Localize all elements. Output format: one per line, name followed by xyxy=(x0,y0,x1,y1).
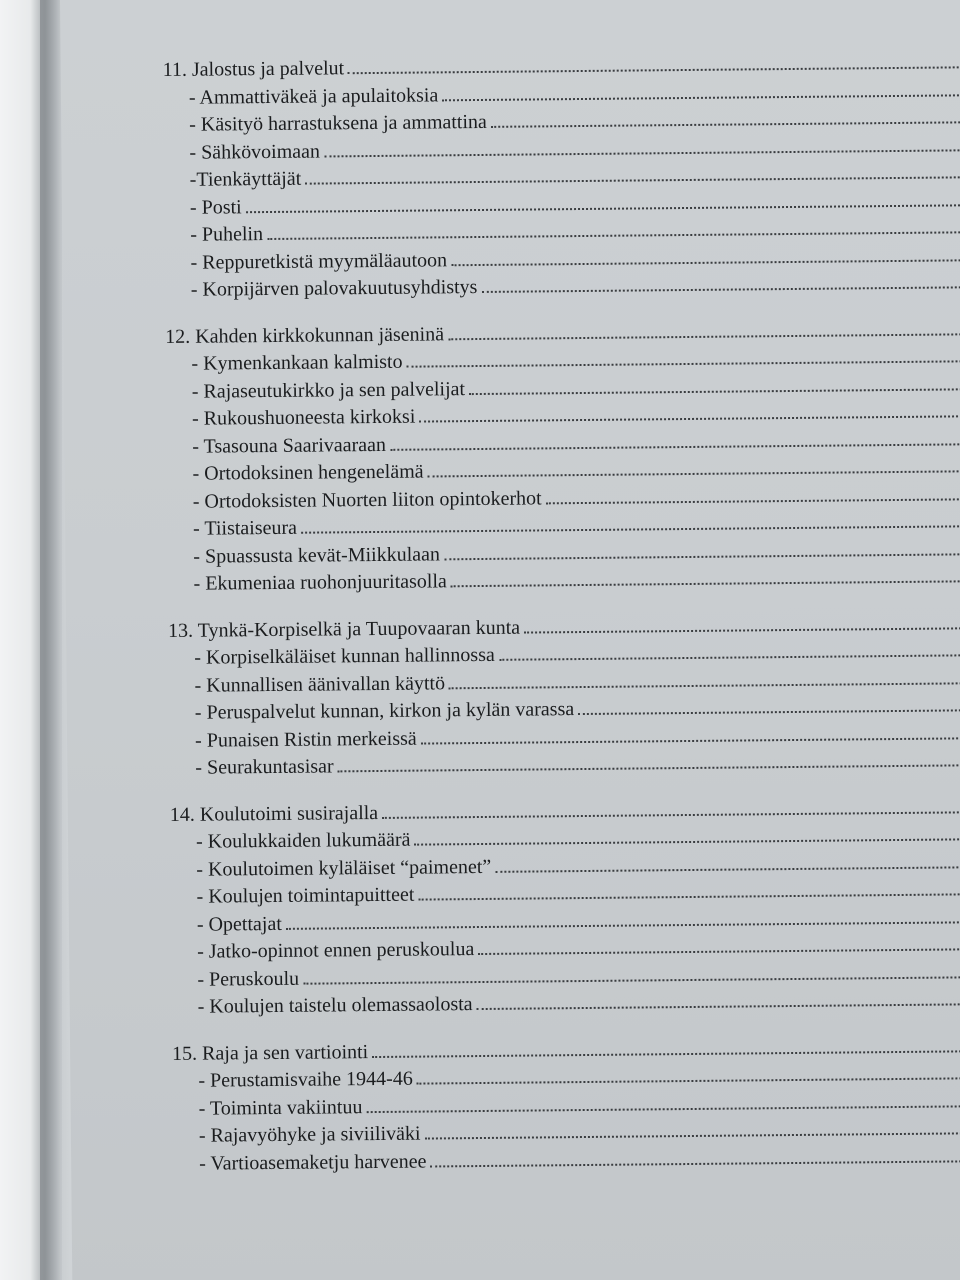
entry-title: - Perustamisvaihe 1944-46 xyxy=(198,1067,413,1092)
dot-leader xyxy=(414,838,960,846)
entry-title: - Käsityö harrastuksena ja ammattina xyxy=(189,110,487,136)
dot-leader xyxy=(469,387,960,394)
entry-title: - Reppuretkistä myymäläautoon xyxy=(190,248,448,274)
dot-leader xyxy=(418,893,960,901)
entry-title: - Peruspalvelut kunnan, kirkon ja kylän varassa xyxy=(194,698,575,724)
dot-leader xyxy=(366,1104,960,1112)
dot-leader xyxy=(428,470,960,478)
dot-leader xyxy=(546,497,960,503)
dot-leader xyxy=(348,66,960,74)
entry-title: - Kunnallisen äänivallan käyttö xyxy=(194,671,446,697)
entry-title: - Koulujen taistelu olemassaolosta xyxy=(197,993,473,1018)
dot-leader xyxy=(477,1003,960,1010)
dot-leader xyxy=(578,709,960,715)
entry-title: - Rukoushuoneesta kirkoksi xyxy=(191,405,416,430)
section-title: 13. Tynkä-Korpiselkä ja Tuupovaaran kunta xyxy=(167,616,521,642)
entry-title: - Korpijärven palovakuutusyhdistys xyxy=(190,276,478,301)
dot-leader xyxy=(286,920,960,929)
dot-leader xyxy=(499,654,960,661)
dot-leader xyxy=(478,948,960,955)
dot-leader xyxy=(419,415,960,423)
dot-leader xyxy=(451,580,960,587)
dot-leader xyxy=(495,865,960,872)
toc-section xyxy=(165,315,960,598)
entry-title: - Tiistaiseura xyxy=(192,516,298,540)
toc-section xyxy=(172,1032,960,1178)
dot-leader xyxy=(390,442,960,450)
dot-leader xyxy=(382,810,960,818)
dot-leader xyxy=(431,1159,960,1167)
dot-leader xyxy=(442,93,960,100)
dot-leader xyxy=(372,1049,960,1057)
dot-leader xyxy=(246,203,960,212)
dot-leader xyxy=(451,258,960,265)
entry-title: -Tienkäyttäjät xyxy=(189,167,302,191)
dot-leader xyxy=(267,231,960,240)
dot-leader xyxy=(444,552,960,559)
dot-leader xyxy=(338,764,960,772)
entry-title: - Koulutoimen kyläläiset “paimenet” xyxy=(196,855,492,881)
dot-leader xyxy=(491,121,960,128)
dot-leader xyxy=(301,525,960,534)
toc-section xyxy=(163,49,960,305)
entry-title: - Posti xyxy=(189,195,242,219)
book-spine-shadow xyxy=(40,0,62,1280)
entry-title: - Seurakuntasisar xyxy=(195,755,334,779)
section-title: 15. Raja ja sen vartiointi xyxy=(172,1040,369,1065)
entry-title: - Ammattiväkeä ja apulaitoksia xyxy=(188,83,439,109)
entry-title: - Korpiselkäläiset kunnan hallinnossa xyxy=(194,643,495,669)
table-of-contents xyxy=(163,49,960,1197)
dot-leader xyxy=(448,332,960,339)
toc-section xyxy=(170,793,960,1021)
section-title: 12. Kahden kirkkokunnan jäseninä xyxy=(165,322,445,348)
entry-title: - Ekumeniaa ruohonjuuritasolla xyxy=(193,570,447,595)
entry-title: - Koulujen toimintapuitteet xyxy=(196,883,415,908)
dot-leader xyxy=(324,148,960,157)
section-title: 14. Koulutoimi susirajalla xyxy=(169,801,379,826)
dot-leader xyxy=(417,1077,960,1085)
entry-title: - Rajaseutukirkko ja sen palvelijat xyxy=(191,377,466,403)
entry-title: - Peruskoulu xyxy=(197,967,300,991)
dot-leader xyxy=(425,1132,960,1140)
toc-section xyxy=(168,609,960,782)
dot-leader xyxy=(449,681,960,688)
entry-title: - Jatko-opinnot ennen peruskoulua xyxy=(197,938,475,963)
entry-title: - Rajavyöhyke ja siviiliväki xyxy=(198,1122,421,1147)
entry-title: - Sähkövoimaan xyxy=(189,140,321,164)
book-page xyxy=(60,0,960,1280)
entry-title: - Kymenkankaan kalmisto xyxy=(191,350,403,375)
entry-title: - Koulukkaiden lukumäärä xyxy=(195,828,411,853)
entry-title: - Puhelin xyxy=(190,223,264,246)
section-title: 11. Jalostus ja palvelut xyxy=(162,57,345,82)
dot-leader xyxy=(305,176,960,185)
dot-leader xyxy=(407,360,960,368)
entry-title: - Spuassusta kevät-Miikkulaan xyxy=(193,542,441,568)
entry-title: - Punaisen Ristin merkeissä xyxy=(195,727,417,752)
entry-title: - Tsasouna Saarivaaraan xyxy=(192,433,387,458)
entry-title: - Opettajat xyxy=(196,912,282,936)
entry-title: - Ortodoksisten Nuorten liiton opintokerhot xyxy=(192,486,542,513)
entry-title: - Vartioasemaketju harvenee xyxy=(199,1150,427,1175)
dot-leader xyxy=(421,736,960,744)
dot-leader xyxy=(303,975,960,984)
entry-title: - Ortodoksinen hengenelämä xyxy=(192,460,424,485)
entry-title: - Toiminta vakiintuu xyxy=(198,1095,363,1120)
dot-leader xyxy=(524,626,960,633)
dot-leader xyxy=(481,286,960,293)
